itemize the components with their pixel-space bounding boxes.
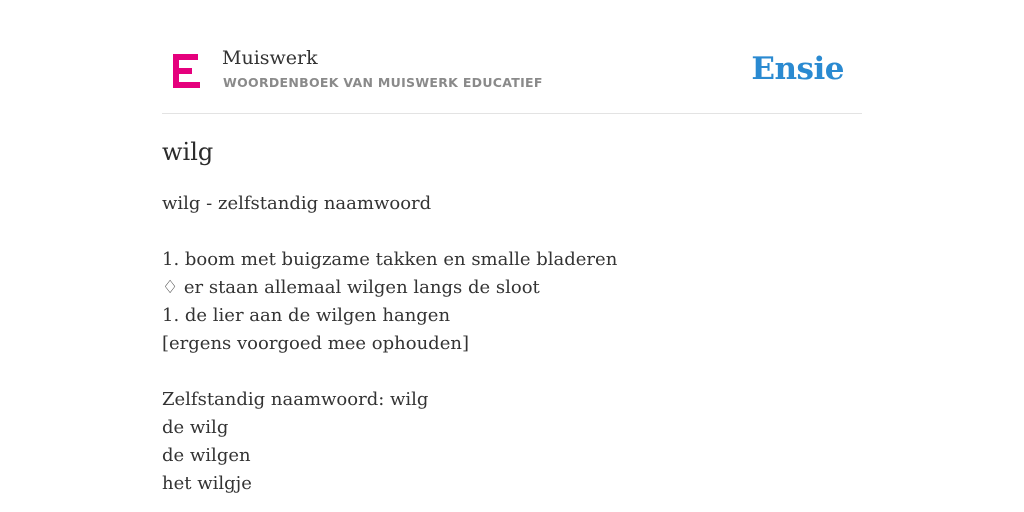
definition-line-expression: 1. de lier aan de wilgen hangen: [162, 305, 451, 326]
definition-line-expression-meaning: [ergens voorgoed mee ophouden]: [162, 333, 469, 354]
definition-line-noun-heading: Zelfstandig naamwoord: wilg: [162, 389, 429, 410]
definition-line-blank: [162, 218, 617, 246]
definition-line-plural: de wilgen: [162, 445, 251, 466]
page-title: wilg: [162, 138, 214, 166]
muiswerk-logo-icon[interactable]: [173, 54, 200, 88]
brand-name[interactable]: Muiswerk: [222, 47, 318, 69]
definition-line-example: ♢ er staan allemaal wilgen langs de sloot: [162, 277, 540, 298]
ensie-logo[interactable]: Ensie: [751, 51, 844, 87]
brand-subtitle: WOORDENBOEK VAN MUISWERK EDUCATIEF: [223, 75, 543, 90]
definition-line-blank: [162, 358, 617, 386]
page: [162, 0, 862, 494]
definition-line-diminutive: het wilgje: [162, 473, 252, 494]
definition-line-singular: de wilg: [162, 417, 229, 438]
definition-line-word-type: wilg - zelfstandig naamwoord: [162, 193, 432, 214]
definition-body: [162, 190, 617, 498]
site-header: [162, 0, 862, 114]
definition-line-meaning: 1. boom met buigzame takken en smalle bladeren: [162, 249, 618, 270]
